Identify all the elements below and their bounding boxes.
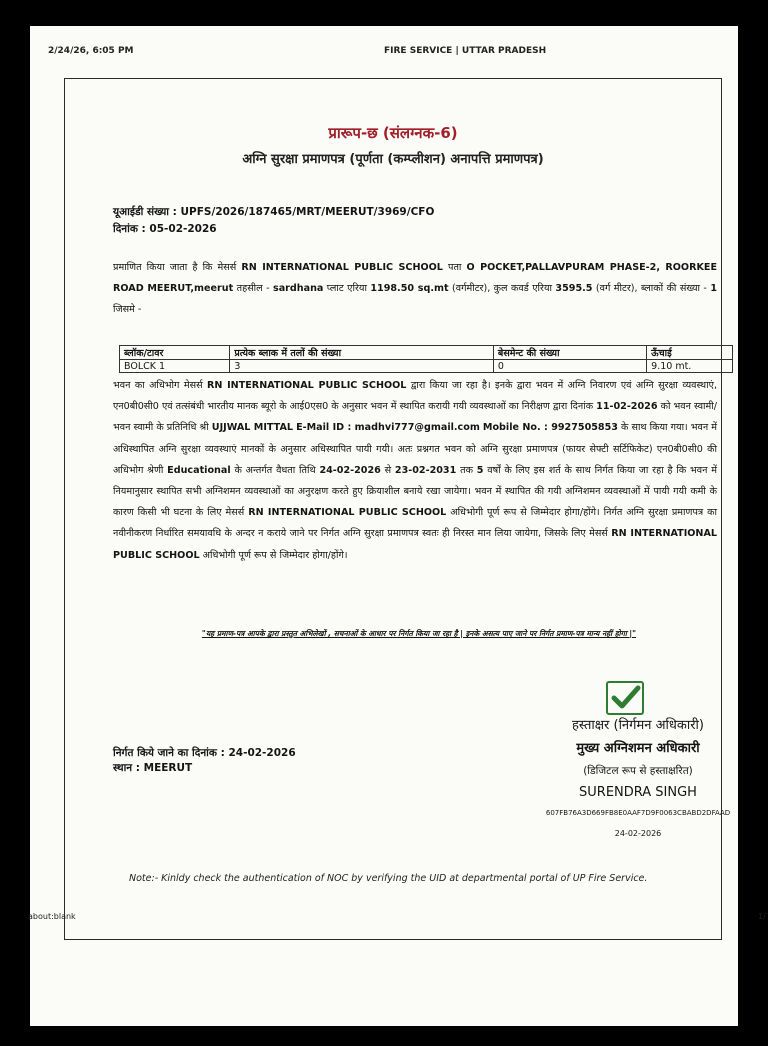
- body-text: वर्षों के लिए इस शर्त के साथ निर्गत किया जा रहा है कि भवन में नियमानुसार स्थापित सभी अग्निशमन व्यवस्थाओं का अनुरक्षण करते हुए क्रियाशील बनाये रखा जायेगा। भवन में स्थापित की गयी अग्निशमन व्यवस्थाओं में पायी गयी कमी के कारण किसी भी घटना के लिए मेसर्स: [113, 464, 717, 519]
- certificate-subtitle: अग्नि सुरक्षा प्रमाणपत्र (पूर्णता (कम्प्लीशन) अनापत्ति प्रमाणपत्र): [242, 152, 544, 167]
- intro-text: तहसील -: [233, 283, 273, 295]
- certificate-frame: [64, 78, 731, 940]
- body-text: के साथ किया गया। भवन में अधिस्थापित अग्नि सुरक्षा व्यवस्थाएं मानकों के अनुसार अधिस्थापित पायी गयी। अतः प्रश्नगत भवन को अग्नि सुरक्षा प्रमाणपत्र (फायर सेफ्टी सर्टिफिकेट) एन0बी0सी0 की अधिभोग श्रेणी: [113, 422, 717, 476]
- column-header: प्रत्येक ब्लाक में तलों की संख्या: [230, 346, 494, 360]
- intro-paragraph: [113, 257, 717, 321]
- body-text: अधिभोगी पूर्ण रूप से जिम्मेदार होगा/होंगे। निर्गत अग्नि सुरक्षा प्रमाणपत्र का नवीनीकरण निर्धारित समयावधि के अन्दर न कराये जाने पर निर्गत अग्नि सुरक्षा प्रमाणपत्र स्वतः ही निरस्त मान लिया जायेगा, जिसके लिए मेसर्स: [113, 507, 718, 540]
- signature-line3: (डिजिटल रूप से हस्ताक्षरित): [583, 765, 693, 777]
- body-text: के अन्तर्गत वैधता तिथि: [230, 464, 320, 476]
- body-text: भवन का अधिभोग मेसर्स: [113, 380, 207, 391]
- issue-place-line: स्थान : MEERUT: [113, 762, 193, 774]
- plot-area: 1198.50 sq.mt: [370, 283, 449, 295]
- email: E-Mail ID : madhvi777@gmail.com: [296, 422, 480, 434]
- table-header-row: [120, 346, 733, 360]
- certificate-page: [30, 26, 738, 1026]
- disclaimer: "यह प्रमाण-पत्र आपके द्वारा प्रस्तुत अभिलेखों , सचनाओं के आधार पर निर्गत किया जा रहा है | इनके असत्य पाए जाने पर निर्गत प्रमाण-पत्र मान्य नहीं होगा |": [201, 629, 637, 638]
- body-text: द्वारा किया जा रहा है। इनके द्वारा भवन में अग्नि निवारण एवं अग्नि सुरक्षा व्यवस्थाएं, एन0बी0सी0 एवं तत्संबंधी भारतीय मानक ब्यूरो के आई0एस0 के अनुसार भवन में स्थापित करायी गयी व्यवस्थाओं का निरीक्षण द्वारा दिनांक: [113, 380, 718, 413]
- table-cell: BOLCK 1: [120, 360, 230, 373]
- table-row: [120, 360, 733, 373]
- signature-date: 24-02-2026: [614, 829, 662, 838]
- validity-years: 5: [476, 464, 484, 476]
- issue-block: [113, 746, 296, 776]
- blocks-table: [119, 345, 733, 373]
- intro-text: प्रमाणित किया जाता है कि मेसर्स: [113, 262, 242, 273]
- digital-signature-check-icon: [606, 681, 644, 715]
- school-name: RN INTERNATIONAL PUBLIC SCHOOL: [113, 528, 718, 561]
- column-header: ऊँचाई: [647, 346, 733, 360]
- school-name: RN INTERNATIONAL PUBLIC SCHOOL: [241, 262, 443, 273]
- issue-date: दिनांक : 05-02-2026: [113, 223, 217, 235]
- signatory-name: SURENDRA SINGH: [579, 785, 697, 800]
- intro-text: पता: [442, 262, 467, 273]
- column-header: बेसमेन्ट की संख्या: [493, 346, 646, 360]
- school-name: RN INTERNATIONAL PUBLIC SCHOOL: [206, 380, 407, 391]
- print-site-title: FIRE SERVICE | UTTAR PRADESH: [384, 46, 547, 56]
- form-title: प्रारूप-छ (संलग्नक-6): [328, 124, 458, 142]
- representative-name: UJJWAL MITTAL: [211, 422, 293, 434]
- block-count: 1: [710, 283, 717, 295]
- intro-text: प्लाट एरिया: [323, 283, 371, 295]
- table-cell: 0: [493, 360, 646, 373]
- authentication-note: Note:- Kinldy check the authentication of NOC by verifying the UID at departmental portal of UP Fire Service.: [129, 873, 648, 884]
- school-name: RN INTERNATIONAL PUBLIC SCHOOL: [248, 507, 447, 519]
- inspection-date: 11-02-2026: [596, 401, 658, 413]
- signature-hash: 607FB76A3D669FB8E0AAF7D9F0063CBABD2DFAAD: [545, 809, 731, 817]
- valid-from: 24-02-2026: [319, 464, 381, 476]
- body-paragraph: [113, 375, 717, 566]
- school-address: O POCKET,PALLAVPURAM PHASE-2, ROORKEE ROAD MEERUT,meerut: [113, 262, 718, 295]
- print-datetime: 2/24/26, 6:05 PM: [48, 46, 134, 56]
- issue-date-line: निर्गत किये जाने का दिनांक : 24-02-2026: [113, 747, 296, 759]
- intro-text: (वर्ग मीटर), ब्लाकों की संख्या -: [592, 283, 711, 295]
- intro-text: (वर्गमीटर), कुल कवर्ड एरिया: [448, 283, 556, 295]
- footer-page-number: 1/: [758, 912, 766, 921]
- uid-number: यूआईडी संख्या : UPFS/2026/187465/MRT/MEERUT/3969/CFO: [113, 206, 435, 218]
- column-header: ब्लॉक/टावर: [120, 346, 230, 360]
- table-cell: 3: [230, 360, 494, 373]
- checkmark-icon: [608, 683, 642, 713]
- covered-area: 3595.5: [555, 283, 593, 295]
- tehsil: sardhana: [272, 283, 324, 295]
- valid-to: 23-02-2031: [394, 464, 457, 476]
- mobile: Mobile No. : 9927505853: [482, 422, 618, 434]
- table-cell: 9.10 mt.: [647, 360, 733, 373]
- body-text: अधिभोगी पूर्ण रूप से जिम्मेदार होगा/होंगे।: [199, 549, 348, 561]
- signature-line1: हस्ताक्षर (निर्गमन अधिकारी): [571, 718, 704, 733]
- signature-line2: मुख्य अग्निशमन अधिकारी: [576, 741, 700, 756]
- occupancy-category: Educational: [167, 464, 231, 476]
- body-text: तक: [456, 464, 477, 476]
- intro-text: जिसमे -: [113, 304, 142, 316]
- footer-url: about:blank: [28, 912, 76, 921]
- body-text: को भवन स्वामी/भवन स्वामी के प्रतिनिधि श्री: [113, 401, 717, 434]
- body-text: से: [380, 464, 395, 476]
